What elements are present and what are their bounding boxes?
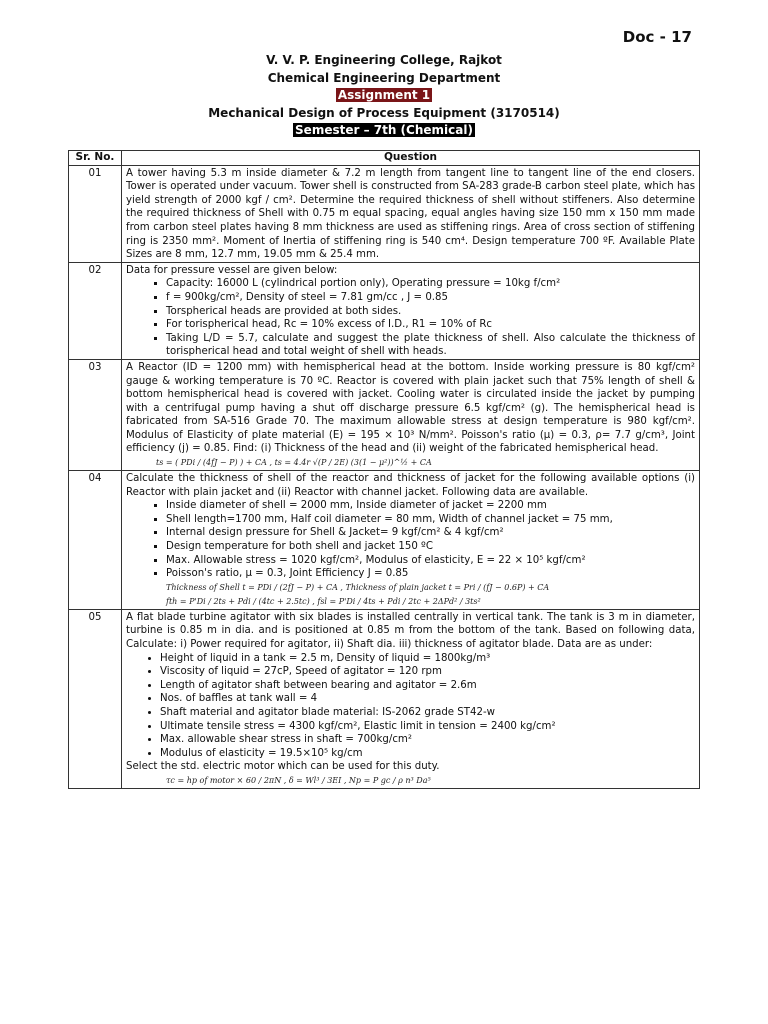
question-intro: A flat blade turbine agitator with six blades is installed centrally in vertical tank. The tank is 3 m in diameter, turbine is 0.85 m in dia. and is positioned at 0.85 m from the bottom of the tank. Based on following data, Calculate: i) Power required for agitator, ii) Shaft dia. iii) thickness of agitator blade. Data are as under: <box>126 611 695 650</box>
formula: ts = ( PDi / (4fJ − P) ) + CA , ts = 4.4r √(P / 2E) (3(1 − μ²))^½ + CA <box>156 458 432 468</box>
data-list <box>126 499 695 581</box>
data-list <box>126 277 695 359</box>
document-header <box>0 52 768 140</box>
serial-number: 05 <box>69 609 122 788</box>
list-item: • Modulus of elasticity = 19.5×10⁵ kg/cm <box>160 747 695 761</box>
table-row <box>69 609 700 788</box>
list-item: • Max. allowable shear stress in shaft = 700kg/cm² <box>160 733 695 747</box>
list-item: • Nos. of baffles at tank wall = 4 <box>160 692 695 706</box>
serial-number: 04 <box>69 471 122 610</box>
list-item: • Ultimate tensile stress = 4300 kgf/cm², Elastic limit in tension = 2400 kg/cm² <box>160 720 695 734</box>
list-item: ▪ Max. Allowable stress = 1020 kgf/cm², Modulus of elasticity, E = 22 × 10⁵ kgf/cm² <box>166 554 695 568</box>
subject-title: Mechanical Design of Process Equipment (3170514) <box>208 105 560 120</box>
list-item: ▪ Design temperature for both shell and jacket 150 ºC <box>166 540 695 554</box>
questions-table <box>68 150 700 789</box>
list-item: • Shaft material and agitator blade material: IS-2062 grade ST42-w <box>160 706 695 720</box>
list-item: ▪ Inside diameter of shell = 2000 mm, Inside diameter of jacket = 2200 mm <box>166 499 695 513</box>
question-outro: Select the std. electric motor which can be used for this duty. <box>126 761 440 773</box>
list-item: ▪ Internal design pressure for Shell & Jacket= 9 kgf/cm² & 4 kgf/cm² <box>166 526 695 540</box>
college-name: V. V. P. Engineering College, Rajkot <box>266 53 502 67</box>
list-item: ▪ f = 900kg/cm², Density of steel = 7.81 gm/cc , J = 0.85 <box>166 291 695 305</box>
table-row <box>69 471 700 610</box>
department-name: Chemical Engineering Department <box>267 70 501 85</box>
serial-number: 03 <box>69 359 122 470</box>
assignment-title: Assignment 1 <box>337 88 431 102</box>
col-header-question: Question <box>122 151 700 166</box>
col-header-sr: Sr. No. <box>69 151 122 166</box>
document-number: Doc - 17 <box>622 28 692 46</box>
question-cell <box>122 359 700 470</box>
question-text: A tower having 5.3 m inside diameter & 7.2 m length from tangent line to tangent line of the end closers. Tower is operated under vacuum. Tower shell is constructed from SA-283 grade-B carbon steel plate, which has yield strength of 2000 kgf / cm². Determine the required thickness of shell without stiffeners. Also determine the required thickness of Shell with 0.75 m equal spacing, equal angles having size 150 mm x 150 mm made from carbon steel plates having 8 mm thickness are used as stiffening rings. Area of cross section of stiffening ring is 2350 mm². Moment of Inertia of stiffening ring is 540 cm⁴. Design temperature 700 ºF. Available Plate Sizes are 8 mm, 12.7 mm, 19.05 mm & 25.4 mm. <box>122 165 700 262</box>
formula: τc = hp of motor × 60 / 2πN , δ = Wl³ / 3EI , Np = P gc / ρ n³ Da⁵ <box>166 775 431 785</box>
question-intro: Calculate the thickness of shell of the reactor and thickness of jacket for the following available options (i) Reactor with plain jacket and (ii) Reactor with channel jacket. Following data are available. <box>126 473 695 498</box>
question-intro: Data for pressure vessel are given below: <box>126 264 338 276</box>
question-cell <box>122 262 700 359</box>
list-item: ▪ Poisson's ratio, μ = 0.3, Joint Efficiency J = 0.85 <box>166 567 695 581</box>
table-row <box>69 165 700 262</box>
serial-number: 01 <box>69 165 122 262</box>
list-item: ▪ For torispherical head, Rc = 10% excess of I.D., R1 = 10% of Rc <box>166 318 695 332</box>
list-item: • Viscosity of liquid = 27cP, Speed of agitator = 120 rpm <box>160 665 695 679</box>
list-item: ▪ Torspherical heads are provided at both sides. <box>166 305 695 319</box>
list-item: ▪ Shell length=1700 mm, Half coil diameter = 80 mm, Width of channel jacket = 75 mm, <box>166 513 695 527</box>
table-row <box>69 359 700 470</box>
semester-label: Semester – 7th (Chemical) <box>295 123 473 137</box>
formula: fth = P'Di / 2ts + Pdi / (4tc + 2.5tc) , fsl = P'Di / 4ts + Pdi / 2tc + 2ΔPd² / 3ts² <box>166 596 481 606</box>
list-item: ▪ Taking L/D = 5.7, calculate and suggest the plate thickness of shell. Also calculate the thickness of torispherical head and total weight of shell with heads. <box>166 332 695 359</box>
table-header-row <box>69 151 700 166</box>
table-row <box>69 262 700 359</box>
list-item: • Length of agitator shaft between bearing and agitator = 2.6m <box>160 679 695 693</box>
data-list <box>126 652 695 761</box>
formula: Thickness of Shell t = PDi / (2fJ − P) + CA , Thickness of plain jacket t = Pri / (fJ − 0.6P) + CA <box>166 582 550 592</box>
serial-number: 02 <box>69 262 122 359</box>
question-cell <box>122 609 700 788</box>
question-cell <box>122 471 700 610</box>
question-text: A Reactor (ID = 1200 mm) with hemispherical head at the bottom. Inside working pressure is 80 kgf/cm² gauge & working temperature is 70 ºC. Reactor is covered with plain jacket such that 75% length of shell & bottom hemispherical head is covered with jacket. Cooling water is circulated inside the jacket by pumping with a centrifugal pump having a shut off discharge pressure 6.5 kgf/cm² (g). The hemispherical head is fabricated from SA-516 Grade 70. The maximum allowable stress at design temperature is 980 kgf/cm². Modulus of Elasticity of plate material (E) = 195 × 10³ N/mm². Poisson's ratio (μ) = 0.3, ρ= 7.7 g/cm³, Joint efficiency (j) = 0.85. Find: (i) Thickness of the head and (ii) weight of the fabricated hemispherical head. <box>126 361 695 455</box>
list-item: • Height of liquid in a tank = 2.5 m, Density of liquid = 1800kg/m³ <box>160 652 695 666</box>
list-item: ▪ Capacity: 16000 L (cylindrical portion only), Operating pressure = 10kg f/cm² <box>166 277 695 291</box>
